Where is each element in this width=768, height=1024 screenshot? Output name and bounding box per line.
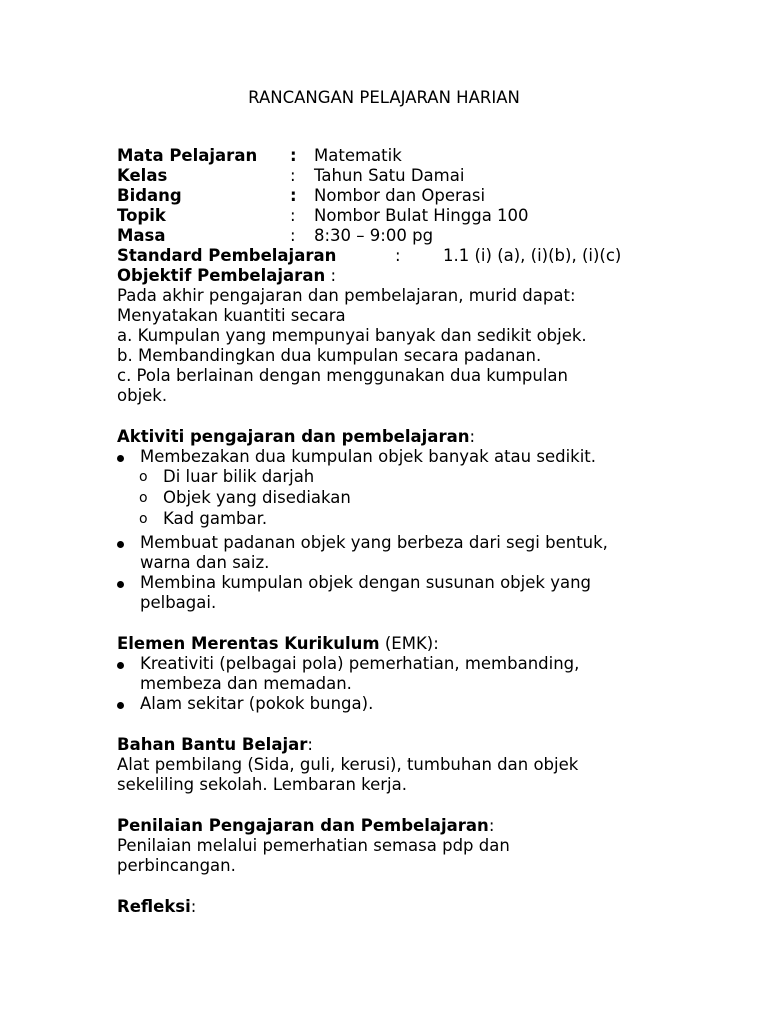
objective-line: objek. [117,386,168,405]
emk-heading-text: Elemen Merentas Kurikulum [117,634,380,653]
info-row-class [117,166,747,186]
activity-bullet [117,447,747,467]
materials-heading [117,735,747,755]
assessment-line: perbincangan. [117,856,236,875]
circle-bullet-icon: o [139,469,148,485]
activity-sub-text: Di luar bilik darjah [163,467,315,486]
circle-bullet-icon: o [139,511,148,527]
info-colon: : [290,166,296,185]
activity-sub-text: Objek yang disediakan [163,488,351,507]
info-value: Nombor Bulat Hingga 100 [314,206,529,225]
materials-heading-suffix: : [307,735,313,754]
reflection-heading-suffix: : [190,897,197,916]
materials-line: sekeliling sekolah. Lembaran kerja. [117,775,407,794]
activity-text: Membuat padanan objek yang berbeza dari segi bentuk, [140,533,608,552]
reflection-heading-text: Refleksi [117,897,191,916]
objective-line: Menyatakan kuantiti secara [117,306,346,325]
standard-value: 1.1 (i) (a), (i)(b), (i)(c) [443,246,622,265]
materials-heading-text: Bahan Bantu Belajar [117,735,308,754]
standard-label: Standard Pembelajaran [117,246,337,265]
assessment-heading-text: Penilaian Pengajaran dan Pembelajaran [117,816,489,835]
activity-sub-item [117,488,747,509]
info-row-time [117,226,747,246]
info-label: Masa [117,226,166,245]
bullet-icon [117,541,124,548]
activity-text: pelbagai. [140,593,217,612]
activity-bullet [117,573,747,613]
emk-text: Kreativiti (pelbagai pola) pemerhatian, membanding, [140,654,580,673]
activity-sub-item [117,467,747,488]
document-content [117,146,747,917]
assessment-heading [117,816,747,836]
info-label: Bidang [117,186,182,205]
objective-heading [117,266,747,286]
document-title: RANCANGAN PELAJARAN HARIAN [248,88,520,107]
info-value: 8:30 – 9:00 pg [314,226,434,245]
emk-text: membeza dan memadan. [140,674,352,693]
info-row-area [117,186,747,206]
assessment-heading-suffix: : [488,816,495,835]
bullet-icon [117,702,124,709]
info-row-topic [117,206,747,226]
bullet-icon [117,455,124,462]
info-colon: : [290,146,297,165]
info-value: Nombor dan Operasi [314,186,486,205]
activities-heading [117,427,747,447]
objective-line: b. Membandingkan dua kumpulan secara padanan. [117,346,542,365]
info-label: Mata Pelajaran [117,146,258,165]
activity-sub-item [117,509,747,530]
info-colon: : [290,186,297,205]
activity-text: Membina kumpulan objek dengan susunan objek yang [140,573,592,592]
activity-text: Membezakan dua kumpulan objek banyak atau sedikit. [140,447,597,466]
emk-bullet [117,694,747,714]
info-row-standard [117,246,747,266]
info-value: Tahun Satu Damai [314,166,465,185]
bullet-icon [117,662,124,669]
activities-heading-text: Aktiviti pengajaran dan pembelajaran [117,427,470,446]
reflection-heading [117,897,747,917]
activity-sub-text: Kad gambar. [163,509,268,528]
emk-bullet [117,654,747,694]
objective-line: c. Pola berlainan dengan menggunakan dua kumpulan [117,366,568,385]
emk-heading-suffix: (EMK): [379,634,439,653]
activity-bullet [117,533,747,573]
activity-text: warna dan saiz. [140,553,270,572]
info-colon: : [290,206,296,225]
circle-bullet-icon: o [139,490,148,506]
objective-heading-text: Objektif Pembelajaran [117,266,326,285]
standard-colon: : [395,246,401,265]
info-label: Kelas [117,166,168,185]
info-colon: : [290,226,296,245]
objective-line: Pada akhir pengajaran dan pembelajaran, murid dapat: [117,286,576,305]
assessment-line: Penilaian melalui pemerhatian semasa pdp dan [117,836,510,855]
objective-line: a. Kumpulan yang mempunyai banyak dan sedikit objek. [117,326,587,345]
materials-line: Alat pembilang (Sida, guli, kerusi), tumbuhan dan objek [117,755,579,774]
emk-heading [117,634,747,654]
info-row-subject [117,146,747,166]
info-label: Topik [117,206,166,225]
objective-heading-suffix: : [325,266,337,285]
bullet-icon [117,581,124,588]
emk-text: Alam sekitar (pokok bunga). [140,694,374,713]
activities-heading-suffix: : [469,427,476,446]
info-value: Matematik [314,146,402,165]
